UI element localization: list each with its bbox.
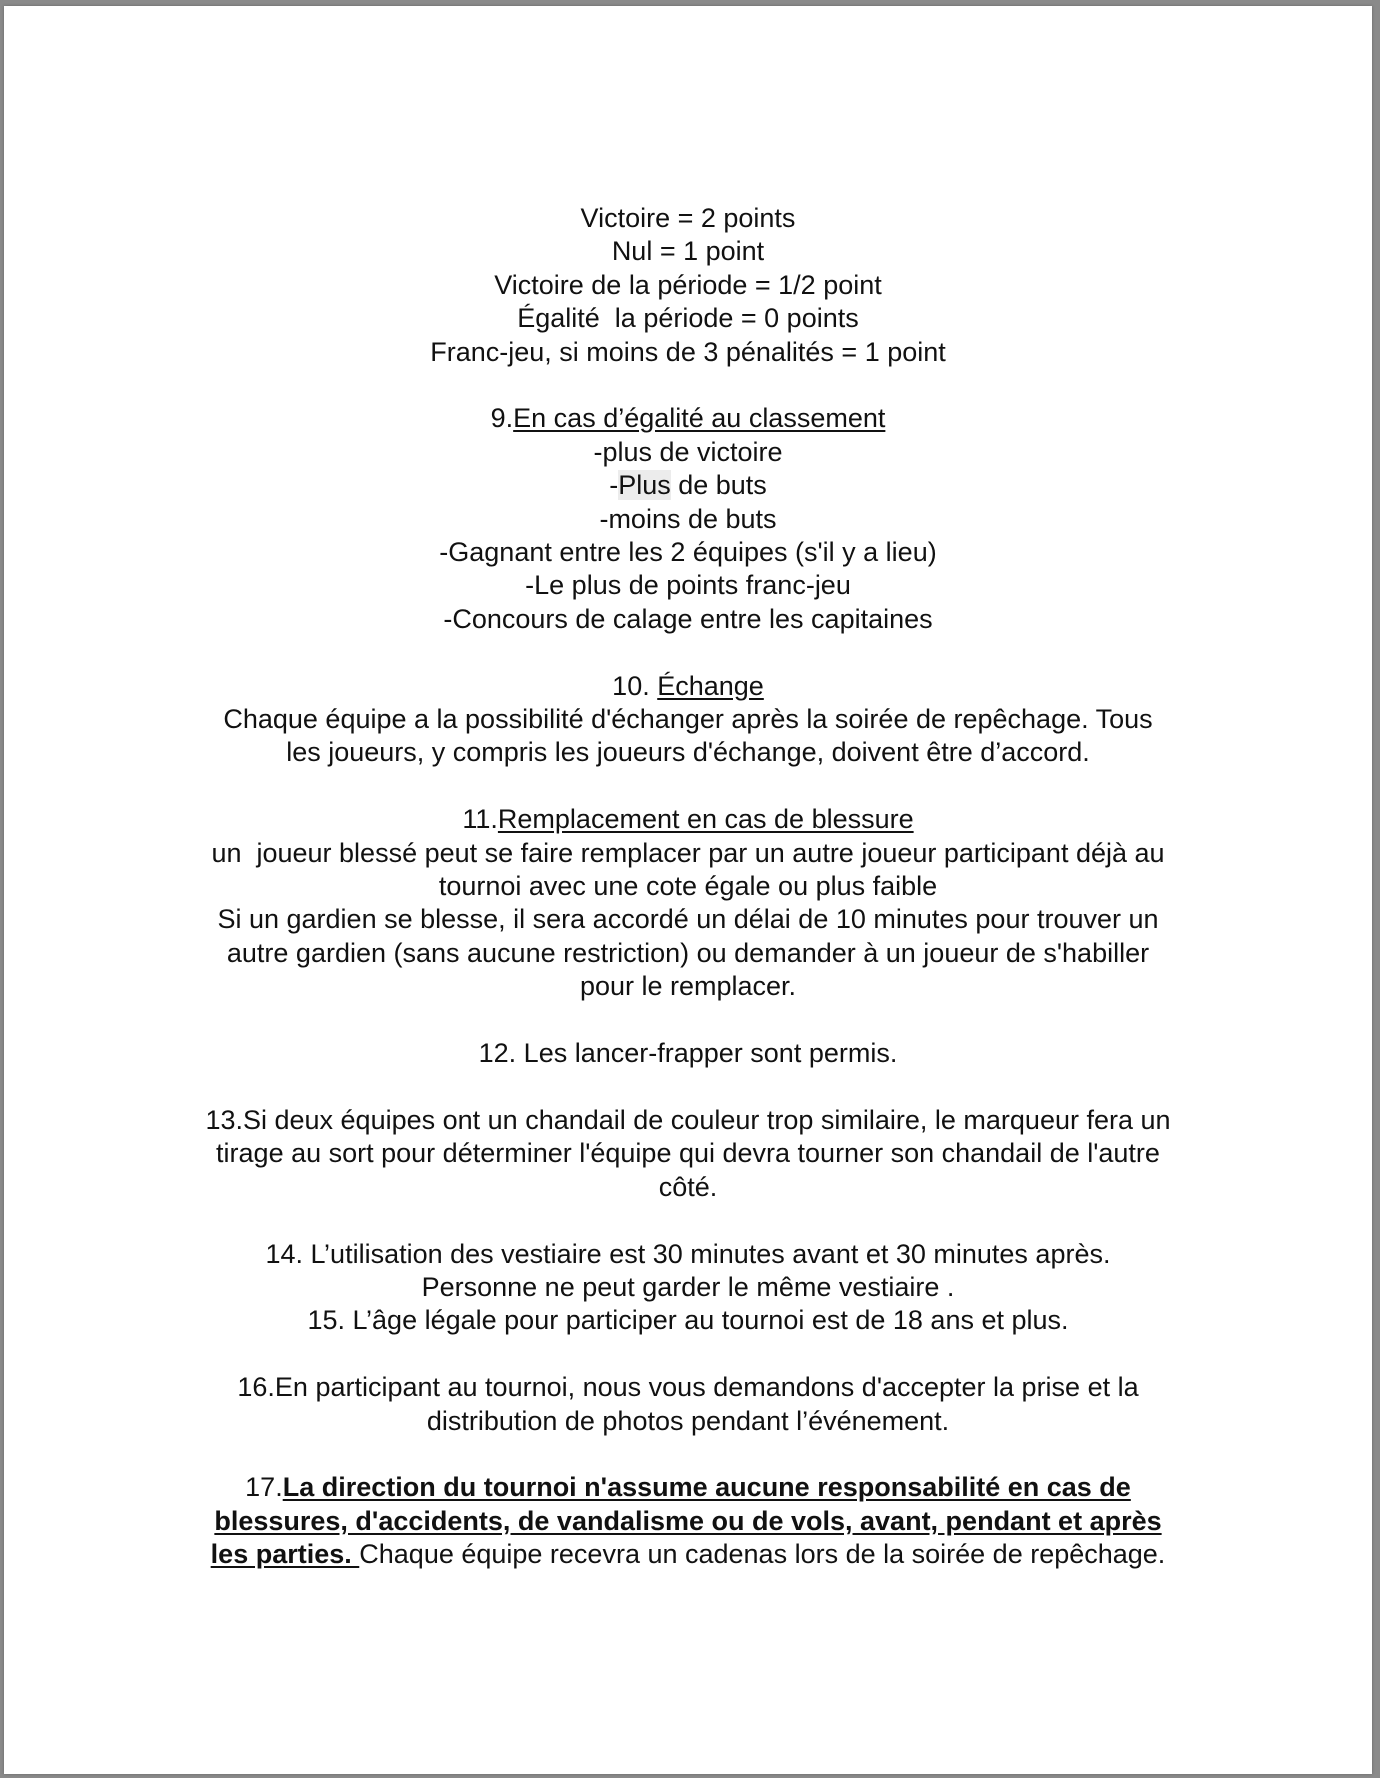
scoring-fair-play: Franc-jeu, si moins de 3 pénalités = 1 point (430, 336, 946, 367)
rule9-title: En cas d’égalité au classement (513, 403, 886, 434)
rule11-number: 11. (462, 804, 498, 835)
scoring-tie: Nul = 1 point (611, 236, 765, 267)
spacer (4, 369, 1372, 402)
rule9-item-2-rest: de buts (670, 470, 767, 501)
rule16-line-2: distribution de photos pendant l’événement. (426, 1405, 950, 1436)
rule11-heading (4, 803, 1372, 836)
rule13-line-3: côté. (658, 1171, 718, 1202)
rule11-line-2: tournoi avec une cote égale ou plus faible (438, 871, 938, 902)
rule17-disclaimer-2: blessures, d'accidents, de vandalisme ou de vols, avant, pendant et après (214, 1505, 1162, 1536)
scoring-period-win: Victoire de la période = 1/2 point (494, 269, 882, 300)
rule16-line-1: 16.En participant au tournoi, nous vous demandons d'accepter la prise et la (237, 1372, 1139, 1403)
rule17-line-1 (4, 1471, 1372, 1504)
spacer (4, 1004, 1372, 1037)
rule9-heading (4, 402, 1372, 435)
spacer (4, 770, 1372, 803)
rule9-item-1: -plus de victoire (593, 436, 783, 467)
rule11-title: Remplacement en cas de blessure (497, 804, 914, 835)
rule14-line-2: Personne ne peut garder le même vestiaire . (421, 1271, 955, 1302)
rule11-line-4: autre gardien (sans aucune restriction) ou demander à un joueur de s'habiller (226, 937, 1150, 968)
rule9-item-2-highlight: Plus (618, 470, 671, 501)
document-page (4, 6, 1372, 1774)
rule9-item-5: -Le plus de points franc-jeu (525, 570, 851, 601)
spacer (4, 636, 1372, 669)
rule17-line-3 (4, 1538, 1372, 1571)
rule13-line-1: 13.Si deux équipes ont un chandail de couleur trop similaire, le marqueur fera un (205, 1104, 1171, 1135)
scoring-win: Victoire = 2 points (580, 203, 796, 233)
rule10-number: 10. (612, 670, 658, 701)
rule13-line-2: tirage au sort pour déterminer l'équipe qui devra tourner son chandail de l'autre (216, 1138, 1160, 1169)
rule17-lock-note: Chaque équipe recevra un cadenas lors de la soirée de repêchage. (359, 1539, 1166, 1570)
rule11-line-5: pour le remplacer. (579, 971, 797, 1002)
scoring-period-tie: Égalité la période = 0 points (517, 303, 859, 334)
rule9-number: 9. (490, 403, 514, 434)
rule17-disclaimer-1: La direction du tournoi n'assume aucune responsabilité en cas de (282, 1472, 1131, 1503)
rule10-line-1: Chaque équipe a la possibilité d'échanger après la soirée de repêchage. Tous (223, 704, 1153, 735)
rule11-line-3: Si un gardien se blesse, il sera accordé un délai de 10 minutes pour trouver un (217, 904, 1159, 935)
spacer (4, 1204, 1372, 1237)
rule10-heading (4, 670, 1372, 703)
rule15-text: 15. L’âge légale pour participer au tournoi est de 18 ans et plus. (307, 1305, 1069, 1336)
rule9-item-2-prefix: - (609, 470, 619, 501)
rule9-item-2 (4, 469, 1372, 502)
rule17-disclaimer-3: les parties. (210, 1539, 360, 1570)
rule9-item-6: -Concours de calage entre les capitaines (443, 603, 933, 634)
rule9-item-3: -moins de buts (599, 503, 777, 534)
rule9-item-4: -Gagnant entre les 2 équipes (s'il y a lieu) (439, 537, 937, 568)
rule11-line-1: un joueur blessé peut se faire remplacer par un autre joueur participant déjà au (211, 837, 1165, 868)
rules-text (4, 202, 1372, 1572)
rule12-text: 12. Les lancer-frapper sont permis. (478, 1038, 898, 1069)
rule10-line-2: les joueurs, y compris les joueurs d'échange, doivent être d’accord. (286, 737, 1090, 768)
spacer (4, 1438, 1372, 1471)
spacer (4, 1071, 1372, 1104)
rule10-title: Échange (657, 670, 764, 701)
rule17-number: 17. (245, 1472, 283, 1503)
spacer (4, 1338, 1372, 1371)
rule14-line-1: 14. L’utilisation des vestiaire est 30 minutes avant et 30 minutes après. (265, 1238, 1111, 1269)
